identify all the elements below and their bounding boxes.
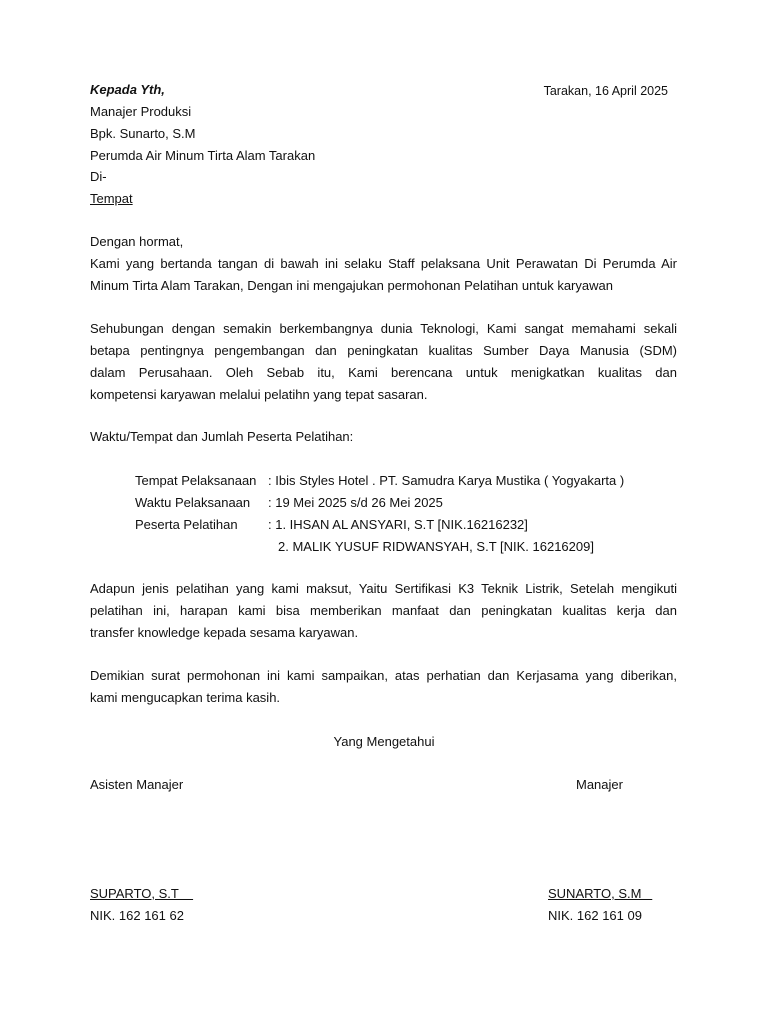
- detail-label: Peserta Pelatihan: [135, 517, 238, 532]
- right-signer-title: Manajer: [576, 777, 623, 792]
- left-signer-name: SUPARTO, S.T: [90, 886, 194, 901]
- paragraph-line: Minum Tirta Alam Tarakan, Dengan ini mengajukan permohonan Pelatihan untuk karyawan: [90, 278, 613, 293]
- greeting: Kepada Yth,: [90, 82, 165, 97]
- paragraph-line: dalam Perusahaan. Oleh Sebab itu, Kami berencana untuk menigkatkan kualitas dan: [90, 365, 677, 380]
- paragraph-line: kami mengucapkan terima kasih.: [90, 690, 281, 705]
- right-signer-nik: NIK. 162 161 09: [548, 908, 642, 923]
- paragraph-intro: [90, 253, 677, 297]
- detail-peserta-2: 2. MALIK YUSUF RIDWANSYAH, S.T [NIK. 16216209]: [278, 539, 594, 554]
- left-signer-title: Asisten Manajer: [90, 777, 184, 792]
- detail-label: Tempat Pelaksanaan: [135, 473, 257, 488]
- place-date: Tarakan, 16 April 2025: [543, 84, 668, 98]
- recipient-institution: Perumda Air Minum Tirta Alam Tarakan: [90, 148, 316, 163]
- left-signer-nik: NIK. 162 161 62: [90, 908, 184, 923]
- detail-row-peserta: [135, 517, 528, 533]
- recipient-tempat: Tempat: [90, 191, 133, 206]
- paragraph-line: pelatihan ini, harapan kami bisa memberikan manfaat dan peningkatan kualitas kerja dan: [90, 603, 677, 618]
- paragraph-line: transfer knowledge kepada sesama karyawan.: [90, 625, 359, 640]
- paragraph-line: Adapun jenis pelatihan yang kami maksut, Yaitu Sertifikasi K3 Teknik Listrik, Setelah mengikuti: [90, 581, 677, 596]
- detail-value: : Ibis Styles Hotel . PT. Samudra Karya Mustika ( Yogyakarta ): [268, 473, 625, 488]
- paragraph-line: Demikian surat permohonan ini kami sampaikan, atas perhatian dan Kerjasama yang diberikan,: [90, 668, 677, 683]
- paragraph-training: [90, 578, 677, 644]
- detail-label: Waktu Pelaksanaan: [135, 495, 251, 510]
- detail-value: : 19 Mei 2025 s/d 26 Mei 2025: [268, 495, 443, 510]
- paragraph-line: betapa pentingnya pengembangan dan peningkatan kualitas Sumber Daya Manusia (SDM): [90, 343, 677, 358]
- details-heading: Waktu/Tempat dan Jumlah Peserta Pelatihan:: [90, 429, 354, 444]
- detail-value: : 1. IHSAN AL ANSYARI, S.T [NIK.16216232]: [268, 517, 528, 532]
- paragraph-background: [90, 318, 677, 406]
- acknowledged-label: Yang Mengetahui: [333, 734, 435, 749]
- recipient-di: Di-: [90, 169, 107, 184]
- detail-row-tempat: [135, 473, 624, 489]
- paragraph-closing: [90, 665, 677, 709]
- detail-row-waktu: [135, 495, 443, 511]
- paragraph-line: Sehubungan dengan semakin berkembangnya dunia Teknologi, Kami sangat memahami sekali: [90, 321, 677, 336]
- recipient-name: Bpk. Sunarto, S.M: [90, 126, 196, 141]
- paragraph-line: kompetensi karyawan melalui pelatihn yang tepat sasaran.: [90, 387, 428, 402]
- right-signer-name: SUNARTO, S.M: [548, 886, 653, 901]
- salutation: Dengan hormat,: [90, 234, 184, 249]
- paragraph-line: Kami yang bertanda tangan di bawah ini selaku Staff pelaksana Unit Perawatan Di Perumda Air: [90, 256, 677, 271]
- recipient-position: Manajer Produksi: [90, 104, 192, 119]
